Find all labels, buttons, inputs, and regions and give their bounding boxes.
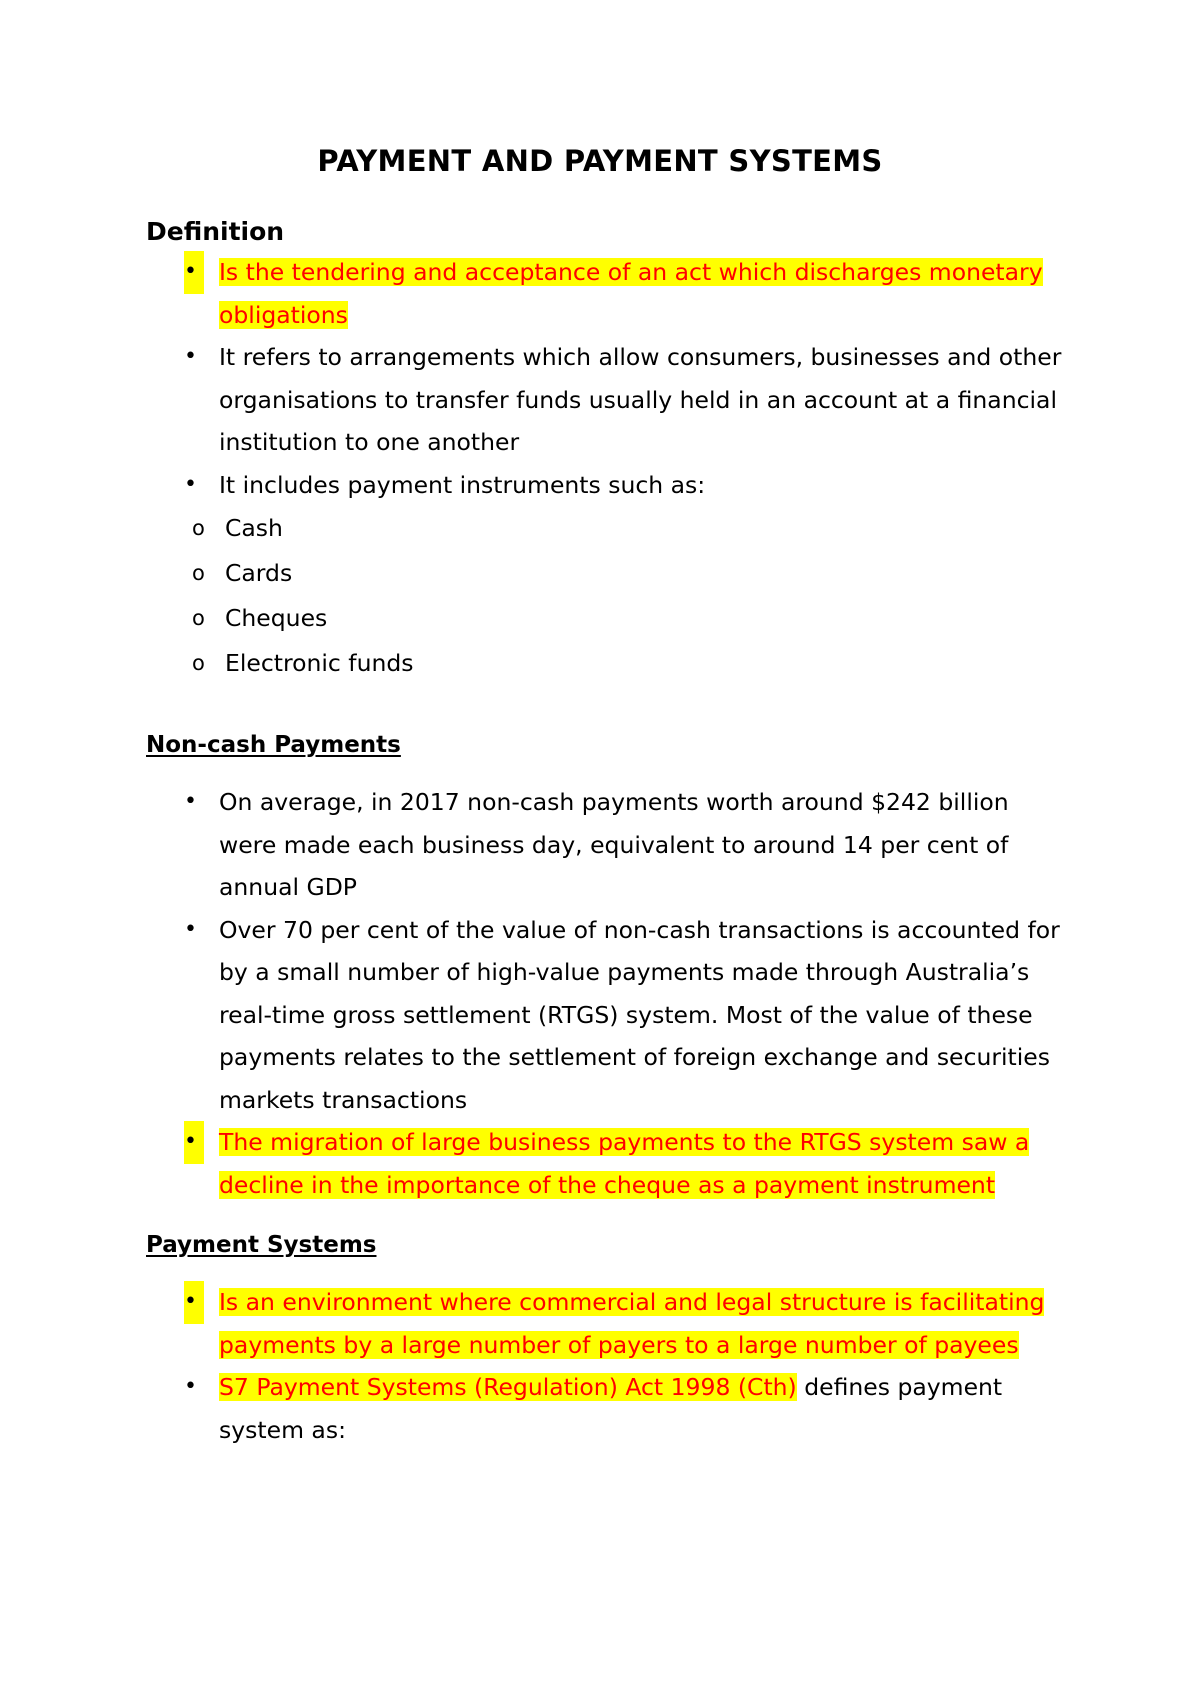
definition-heading: Definition bbox=[146, 217, 285, 246]
instrument-list bbox=[146, 506, 1066, 686]
bullet-icon: • bbox=[184, 471, 197, 497]
list-item bbox=[146, 781, 1066, 909]
bullet-icon: • bbox=[184, 344, 197, 369]
instrument-label: Cash bbox=[225, 514, 283, 542]
payment-systems-heading: Payment Systems bbox=[146, 1232, 377, 1258]
list-item bbox=[146, 251, 1066, 336]
highlighted-text: The migration of large business payments to the RTGS system saw a decline in the importance of the cheque as a payment instrument bbox=[219, 1128, 1030, 1199]
act-reference: S7 Payment Systems (Regulation) Act 1998 (Cth) bbox=[219, 1373, 797, 1401]
list-item bbox=[146, 909, 1066, 1122]
payment-systems-list bbox=[146, 1281, 1066, 1451]
circle-bullet-icon: o bbox=[192, 651, 205, 675]
list-item-text: defines payment system as: bbox=[219, 1373, 1003, 1444]
non-cash-heading: Non-cash Payments bbox=[146, 732, 401, 758]
list-item bbox=[146, 1281, 1066, 1366]
definition-list bbox=[146, 251, 1066, 686]
bullet-icon: • bbox=[184, 1281, 204, 1324]
list-item bbox=[146, 596, 1066, 641]
list-item bbox=[146, 1366, 1066, 1451]
highlighted-text: Is the tendering and acceptance of an act which discharges monetary obligations bbox=[219, 258, 1043, 329]
bullet-icon: • bbox=[184, 916, 197, 942]
list-item bbox=[146, 464, 1066, 687]
list-item-text: On average, in 2017 non-cash payments worth around $242 billion were made each business day, equivalent to around 14 per cent of annual GDP bbox=[219, 788, 1009, 901]
highlighted-text: Is an environment where commercial and legal structure is facilitating payments by a large number of payers to a large number of payees bbox=[219, 1288, 1045, 1359]
list-item bbox=[146, 641, 1066, 686]
list-item bbox=[146, 1121, 1066, 1206]
non-cash-list bbox=[146, 781, 1066, 1206]
list-item bbox=[146, 336, 1066, 464]
list-item-text: Over 70 per cent of the value of non-cash transactions is accounted for by a small number of high-value payments made through Australia’s real-time gross settlement (RTGS) system. Most of the value of these payments relates to the settlement of foreign exchange and securities markets transactions bbox=[219, 915, 1060, 1114]
bullet-icon: • bbox=[184, 1121, 204, 1164]
instrument-label: Cheques bbox=[225, 604, 328, 632]
list-item-text: It includes payment instruments such as: bbox=[219, 470, 706, 499]
circle-bullet-icon: o bbox=[192, 516, 205, 540]
document-title: PAYMENT AND PAYMENT SYSTEMS bbox=[317, 144, 883, 178]
list-item-text: It refers to arrangements which allow consumers, businesses and other organisations to transfer funds usually held in an account at a financial institution to one another bbox=[219, 343, 1062, 456]
instrument-label: Cards bbox=[225, 559, 293, 587]
instrument-label: Electronic funds bbox=[225, 649, 414, 677]
bullet-icon: • bbox=[184, 789, 197, 814]
bullet-icon: • bbox=[184, 251, 204, 294]
list-item bbox=[146, 506, 1066, 551]
list-item bbox=[146, 551, 1066, 596]
bullet-icon: • bbox=[184, 1374, 197, 1399]
circle-bullet-icon: o bbox=[192, 561, 205, 585]
circle-bullet-icon: o bbox=[192, 606, 205, 630]
